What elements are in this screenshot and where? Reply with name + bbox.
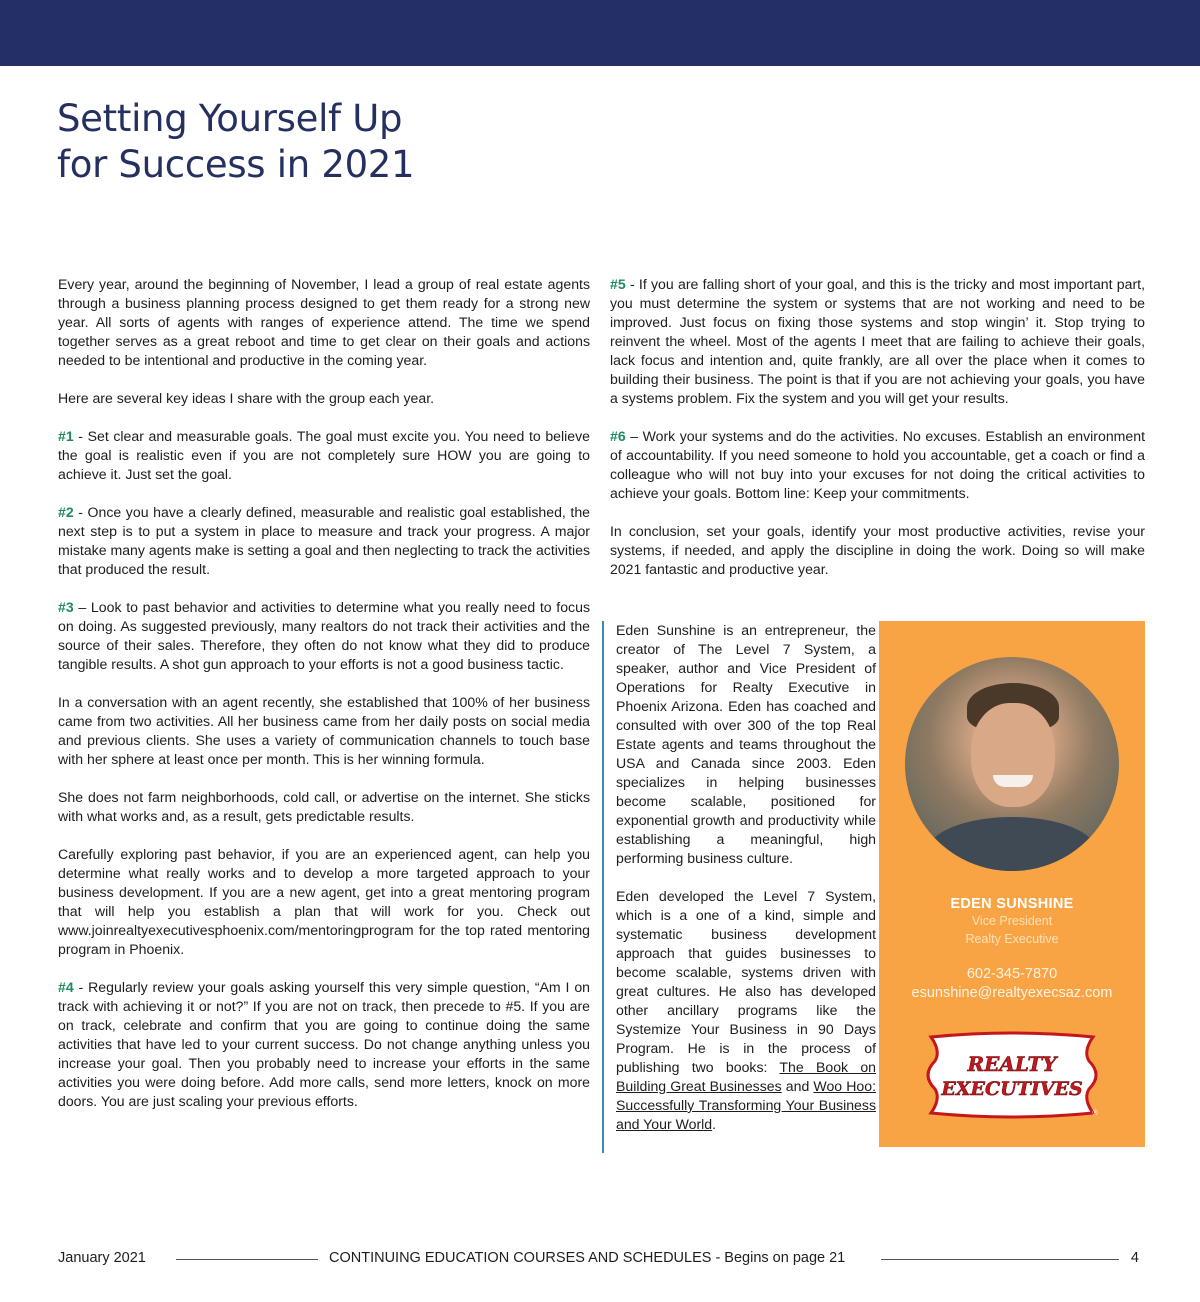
idea-3-paragraph — [58, 598, 590, 674]
title-line-2: for Success in 2021 — [57, 143, 415, 186]
header-bar — [0, 0, 1200, 66]
photo-smile — [993, 775, 1033, 787]
author-card — [879, 621, 1145, 1147]
logo-word-realty: REALTY — [967, 1052, 1057, 1076]
page-number: 4 — [1130, 1250, 1139, 1266]
idea-1-text: - Set clear and measurable goals. The goal must excite you. You need to believe the goal is realistic even if you are not completely sure HOW you are going to achieve it. Just set the goal. — [58, 428, 590, 482]
idea-4-label: #4 — [58, 979, 74, 995]
conclusion-paragraph: In conclusion, set your goals, identify your most productive activities, revise your systems, if needed, and apply the discipline in doing the work. Doing so will make 2021 fantastic and productive year. — [610, 523, 1145, 577]
author-name: EDEN SUNSHINE — [950, 896, 1074, 912]
idea-6-text: – Work your systems and do the activities. No excuses. Establish an environment of accountability. If you need someone to hold you accountable, get a coach or find a colleague who will not buy into your excuses for not doing the critical activities to achieve your goals. Bottom line: Keep your commitments. — [610, 428, 1145, 501]
no-farm-paragraph: She does not farm neighborhoods, cold call, or advertise on the internet. She sticks with what works and, as a result, gets predictable results. — [58, 789, 590, 824]
logo-registered-mark: ® — [1091, 1109, 1099, 1117]
bio-paragraph-2 — [616, 887, 876, 1134]
author-company: Realty Executive — [965, 932, 1059, 946]
lead-in-paragraph: Here are several key ideas I share with the group each year. — [58, 390, 435, 406]
footer-courses-notice: CONTINUING EDUCATION COURSES AND SCHEDULES - Begins on page 21 — [329, 1250, 846, 1266]
idea-5-label: #5 — [610, 276, 626, 292]
page-footer — [58, 1248, 1142, 1270]
idea-6-label: #6 — [610, 428, 626, 444]
author-bio — [602, 621, 876, 1153]
realty-executives-logo — [917, 1031, 1107, 1119]
photo-shirt — [927, 817, 1097, 871]
page-title — [57, 96, 414, 188]
book-2-link[interactable]: Woo Hoo: Successfully Transforming Your Business and Your World — [616, 1078, 876, 1132]
idea-5-paragraph — [610, 275, 1145, 408]
idea-2-paragraph — [58, 503, 590, 579]
idea-6-paragraph — [610, 427, 1145, 503]
idea-4-text: - Regularly review your goals asking yourself this very simple question, “Am I on track with achieving it or not?” If you are not on track, then precede to #5. If you are on track, celebrate and confirm that you are going to continue doing the same activities that have led to your current success. Do not change anything unless you increase your goal. Then you probably need to increase your efforts in the same activities you were doing before. Add more calls, send more letters, knock on more doors. You are just scaling your previous efforts. — [58, 979, 590, 1109]
idea-1-paragraph — [58, 427, 590, 484]
left-column — [58, 275, 590, 1130]
idea-3-label: #3 — [58, 599, 74, 615]
conversation-paragraph: In a conversation with an agent recently, she established that 100% of her business came from two activities. All her business came from her daily posts on social media and previous clients. She uses a variety of communication channels to touch base with her sphere at least once per month. This is her winning formula. — [58, 694, 590, 767]
photo-face — [971, 703, 1055, 807]
title-line-1: Setting Yourself Up — [57, 97, 403, 140]
exploring-paragraph: Carefully exploring past behavior, if you are an experienced agent, can help you determine what really works and to develop a more targeted approach to your business development. If you are a new agent, get into a great mentoring program that will help you establish a plan that will work for you. Check out www.joinrealtyexecutivesphoenix.com/mentoringprogram for the top rated mentoring program in Phoenix. — [58, 846, 590, 957]
intro-paragraph: Every year, around the beginning of November, I lead a group of real estate agents through a business planning process designed to get them ready for a strong new year. All sorts of agents with ranges of experience attend. The time we spend together serves as a great reboot and time to get clear on their goals and actions needed to be intentional and productive in the coming year. — [58, 276, 590, 368]
author-photo — [905, 657, 1119, 871]
footer-date: January 2021 — [58, 1250, 146, 1266]
author-role: Vice President — [971, 914, 1053, 928]
idea-3-text: – Look to past behavior and activities to determine what you really need to focus on doing. As suggested previously, many realtors do not track their activities and the source of their sales. Therefore, they often do not know what they did to produce tangible results. A shot gun approach to your efforts is not a good business tactic. — [58, 599, 590, 672]
idea-4-paragraph — [58, 978, 590, 1111]
idea-1-label: #1 — [58, 428, 74, 444]
bio-and-text: and — [781, 1078, 814, 1094]
bio-paragraph-1: Eden Sunshine is an entrepreneur, the creator of The Level 7 System, a speaker, author and Vice President of Operations for Realty Executive in Phoenix Arizona. Eden has coached and consulted with over 300 of the top Real Estate agents and teams throughout the USA and Canada since 2003. Eden specializes in helping businesses become scalable, positioned for exponential growth and productivity while establishing a meaningful, high performing business culture. — [616, 622, 876, 866]
logo-word-executives: EXECUTIVES — [941, 1078, 1083, 1100]
idea-2-label: #2 — [58, 504, 74, 520]
idea-2-text: - Once you have a clearly defined, measurable and realistic goal established, the next step is to put a system in place to measure and track your progress. A major mistake many agents make is setting a goal and then neglecting to track the activities that produced the result. — [58, 504, 590, 577]
footer-rule-right — [881, 1259, 1119, 1260]
author-email[interactable]: esunshine@realtyexecsaz.com — [911, 985, 1113, 1001]
bio-end-text: . — [712, 1116, 717, 1132]
author-phone[interactable]: 602-345-7870 — [966, 966, 1058, 982]
book-1-link[interactable]: The Book on Building Great Businesses — [616, 1059, 877, 1094]
bio-paragraph-2-text: Eden developed the Level 7 System, which is a one of a kind, simple and systematic business development approach that guides businesses to become scalable, systems driven with great cultures. He also has developed other ancillary programs like the Systemize Your Business in 90 Days Program. He is in the process of publishing two books: — [616, 888, 876, 1075]
right-column — [610, 275, 1145, 598]
footer-rule-left — [176, 1259, 318, 1260]
idea-5-text: - If you are falling short of your goal, and this is the tricky and most important part, you must determine the system or systems that are not working and need to be improved. Just focus on fixing those systems and stop wingin’ it. Stop trying to reinvent the wheel. Most of the agents I meet that are failing to achieve their goals, lack focus and intention and, quite frankly, are all over the place when it comes to building their business. The point is that if you are not achieving your goals, you have a systems problem. Fix the system and you will get your results. — [610, 276, 1145, 406]
